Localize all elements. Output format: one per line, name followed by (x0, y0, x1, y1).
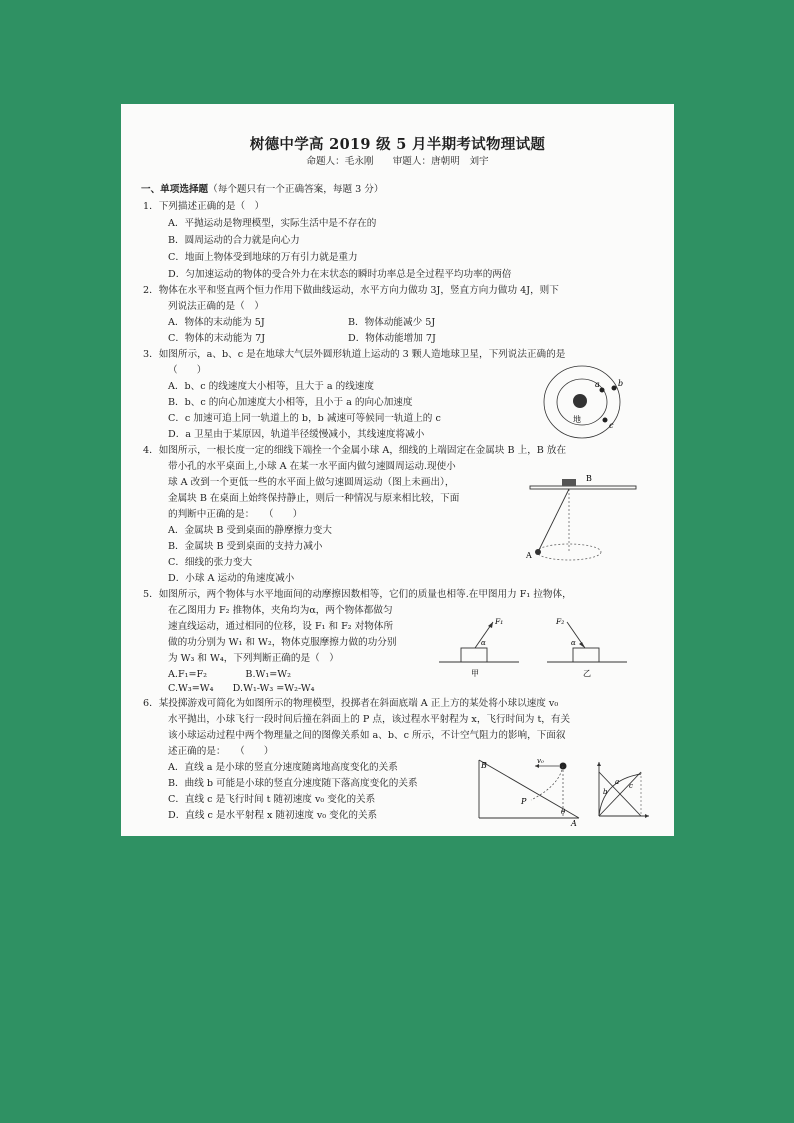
q4-stem-line4: 金属块 B 在桌面上始终保持静止，则后一种情况与原来相比较，下面 (168, 493, 460, 504)
force-pull-push-figure (439, 612, 639, 678)
q2-option-d: D．物体动能增加 7J (348, 333, 436, 344)
satellite-orbit-figure (542, 362, 632, 444)
conical-pendulum-figure (526, 472, 641, 564)
graph-b-label: b (603, 788, 608, 796)
exam-title: 树德中学高 2019 级 5 月半期考试物理试题 (249, 136, 546, 153)
q6-option-d: D．直线 c 是水平射程 x 随初速度 v₀ 变化的关系 (168, 810, 378, 821)
q5-options-cd: C.W₃=W₄ D.W₁-W₃ =W₂-W₄ (168, 683, 315, 694)
table-top (530, 486, 636, 489)
point-a-label: A (571, 819, 577, 828)
trajectory (531, 766, 563, 800)
point-b-label: B (481, 761, 487, 770)
f2-arrowhead (579, 642, 585, 648)
q4-stem-line1: 4．如图所示，一根长度一定的细线下端拴一个金属小球 A，细线的上端固定在金属块 B 上，B 放在 (143, 445, 567, 456)
graph-c-label: c (629, 782, 633, 790)
satellite-c-label: c (609, 421, 614, 430)
graph-a-label: a (615, 778, 620, 786)
theta-label: θ (561, 808, 566, 816)
alpha-label-jia: α (481, 639, 486, 647)
q2-option-b: B．物体动能减少 5J (348, 317, 436, 328)
satellite-a (600, 388, 605, 393)
q6-option-c: C．直线 c 是飞行时间 t 随初速度 v₀ 变化的关系 (168, 794, 376, 805)
block-b (562, 479, 576, 486)
q5-stem-line2: 在乙图用力 F₂ 推物体，夹角均为α，两个物体都做匀 (168, 605, 393, 616)
earth (573, 394, 587, 408)
q1-option-d: D．匀加速运动的物体的受合外力在末状态的瞬时功率总是全过程平均功率的两倍 (168, 269, 512, 280)
string (538, 489, 569, 552)
q5-stem-line1: 5．如图所示，两个物体与水平地面间的动摩擦因数相等，它们的质量也相等.在甲图用力 F₁ 拉物体， (143, 589, 572, 600)
q4-option-c: C．细线的张力变大 (168, 557, 253, 568)
section-heading: 一、单项选择题 (141, 184, 209, 195)
block-jia (461, 648, 487, 662)
q3-option-d: D．a 卫星由于某原因，轨道半径缓慢减小，其线速度将减小 (168, 429, 425, 440)
graph-abc-figure (595, 760, 651, 820)
projectile-incline-figure (475, 756, 585, 828)
satellite-b-label: b (618, 379, 624, 388)
q5-options-ab: A.F₁=F₂ B.W₁=W₂ (168, 669, 291, 680)
q4-option-b: B．金属块 B 受到桌面的支持力减小 (168, 541, 323, 552)
f1-label: F₁ (495, 617, 504, 626)
q2-stem-line1: 2．物体在水平和竖直两个恒力作用下做曲线运动，水平方向力做功 3J，竖直方向力做功 4J，则下 (143, 285, 559, 296)
alpha-label-yi: α (571, 639, 576, 647)
y-arrowhead (597, 762, 601, 766)
q4-stem-line3: 球 A 改到一个更低一些的水平面上做匀速圆周运动（图上未画出）， (168, 477, 455, 488)
q1-stem: 1．下列描述正确的是（ ） (143, 201, 265, 212)
satellite-c (603, 418, 608, 423)
q6-option-b: B．曲线 b 可能是小球的竖直分速度随下落高度变化的关系 (168, 778, 418, 789)
q6-stem-line1: 6．某投掷游戏可简化为如图所示的物理模型，投掷者在斜面底端 A 正上方的某处将小球以速度 v₀ (143, 698, 559, 709)
q1-option-c: C．地面上物体受到地球的万有引力就是重力 (168, 252, 358, 263)
exam-paper (121, 104, 674, 836)
q4-stem-line2: 带小孔的水平桌面上,小球 A 在某一水平面内做匀速圆周运动.现使小 (168, 461, 456, 472)
section-note: （每个题只有一个正确答案，每题 3 分） (208, 184, 384, 195)
x-arrowhead (645, 814, 649, 818)
q2-option-a: A．物体的末动能为 5J (168, 317, 265, 328)
block-yi (573, 648, 599, 662)
q1-option-b: B．圆周运动的合力就是向心力 (168, 235, 300, 246)
block-b-label: B (586, 474, 592, 483)
f2-label: F₂ (556, 617, 565, 626)
satellite-b (612, 386, 617, 391)
ball-a (535, 549, 541, 555)
v0-label: v₀ (537, 757, 544, 765)
q6-stem-line3: 该小球运动过程中两个物理量之间的图像关系如 a、b、c 所示，不计空气阻力的影响，下面叙 (168, 730, 566, 741)
section-heading-line (141, 184, 383, 196)
exam-authors: 命题人：毛永刚 审题人：唐朝明 刘宇 (306, 156, 489, 167)
satellite-a-label: a (595, 380, 600, 389)
q3-stem-line2: （ ） (168, 365, 207, 376)
point-p-label: P (521, 797, 527, 806)
q3-option-a: A．b、c 的线速度大小相等，且大于 a 的线速度 (168, 381, 374, 392)
q2-option-c: C．物体的末动能为 7J (168, 333, 266, 344)
q5-stem-line3: 速直线运动，通过相同的位移，设 F₁ 和 F₂ 对物体所 (168, 621, 394, 632)
jia-label: 甲 (471, 669, 479, 678)
earth-label: 地 (573, 415, 581, 424)
q4-option-d: D．小球 A 运动的角速度减小 (168, 573, 295, 584)
q5-stem-line4: 做的功分别为 W₁ 和 W₂，物体克服摩擦力做的功分别 (168, 637, 397, 648)
q6-option-a: A．直线 a 是小球的竖直分速度随离地高度变化的关系 (168, 762, 398, 773)
f1-arrowhead (488, 622, 493, 628)
q3-option-b: B．b、c 的向心加速度大小相等，且小于 a 的向心加速度 (168, 397, 413, 408)
ball-a-label: A (526, 551, 532, 560)
q6-stem-line4: 述正确的是： （ ） (168, 746, 274, 757)
q5-stem-line5: 为 W₃ 和 W₄，下列判断正确的是（ ） (168, 653, 339, 664)
q3-stem-line1: 3．如图所示，a、b、c 是在地球大气层外圆形轨道上运动的 3 颗人造地球卫星，下列说法正确的是 (143, 349, 566, 360)
q6-stem-line2: 水平抛出，小球飞行一段时间后撞在斜面上的 P 点，该过程水平射程为 x，飞行时间为 t，有关 (168, 714, 571, 725)
q4-stem-line5: 的判断中正确的是： （ ） (168, 509, 303, 520)
yi-label: 乙 (583, 669, 591, 678)
q3-option-c: C．c 加速可追上同一轨道上的 b，b 减速可等候同一轨道上的 c (168, 413, 441, 424)
q2-stem-line2: 列说法正确的是（ ） (168, 301, 264, 312)
q4-option-a: A．金属块 B 受到桌面的静摩擦力变大 (168, 525, 332, 536)
q1-option-a: A．平抛运动是物理模型，实际生活中是不存在的 (168, 218, 377, 229)
